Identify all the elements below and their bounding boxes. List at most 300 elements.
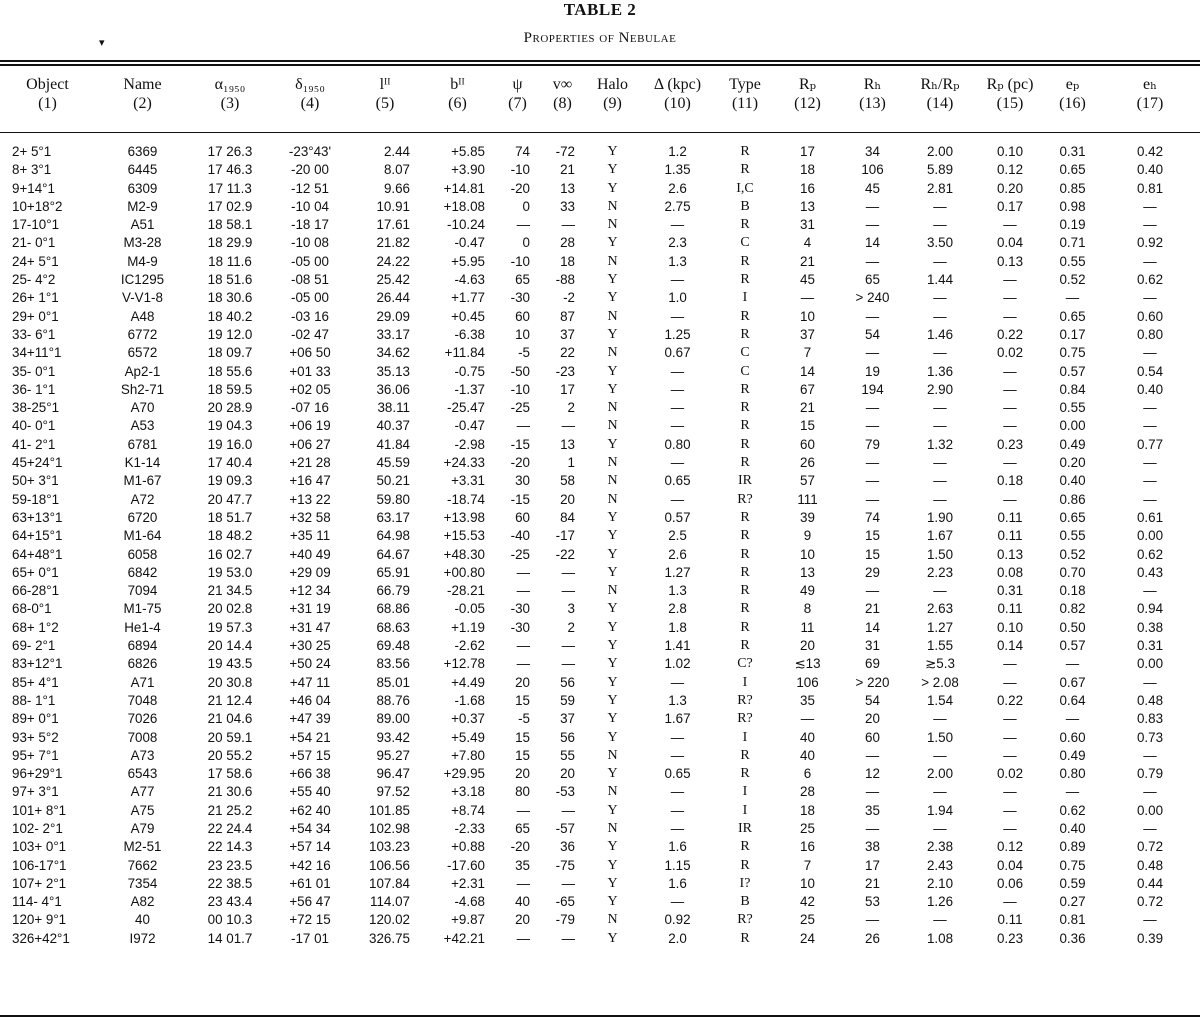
table-cell: 17-10°1	[12, 217, 60, 233]
table-cell: 0.14	[996, 638, 1024, 654]
table-cell: -10	[510, 381, 530, 397]
table-cell: 6572	[127, 345, 158, 361]
table-cell: -20	[510, 180, 530, 196]
table-cell: 16	[800, 180, 815, 196]
table-cell: 0.39	[1136, 930, 1164, 946]
table-cell: -10 04	[291, 198, 329, 214]
table-cell: R	[740, 583, 750, 599]
table-row	[0, 838, 1200, 856]
table-cell: 3	[567, 601, 575, 617]
table-cell: 2.3	[668, 235, 687, 251]
table-cell: —	[1003, 802, 1017, 818]
table-cell: 45+24°1	[12, 455, 63, 471]
table-cell: 1.55	[926, 638, 954, 654]
column-number: (12)	[794, 95, 821, 112]
table-row	[0, 765, 1200, 783]
table-cell: N	[607, 820, 618, 836]
table-cell: 0.22	[996, 692, 1024, 708]
table-cell: Y	[607, 272, 618, 288]
table-cell: Y	[607, 326, 618, 342]
table-cell: 19 04.3	[207, 418, 253, 434]
table-cell: 40	[800, 747, 815, 763]
table-cell: 1.3	[668, 692, 687, 708]
column-number: (2)	[133, 95, 152, 112]
table-cell: 21.82	[376, 235, 410, 251]
table-cell: —	[670, 400, 685, 416]
table-cell: 35- 0°1	[12, 363, 56, 379]
table-cell: 22	[560, 345, 575, 361]
table-cell: R	[740, 546, 750, 562]
table-row	[0, 399, 1200, 417]
column-label: Δ (kpc)	[653, 76, 702, 93]
table-cell: 0.13	[996, 546, 1024, 562]
table-cell: 68.86	[376, 601, 410, 617]
table-cell: 33.17	[376, 326, 410, 342]
table-cell: +13.98	[443, 509, 485, 525]
table-cell: Y	[607, 290, 618, 306]
table-cell: -72	[555, 144, 575, 159]
table-cell: 17 40.4	[207, 455, 253, 471]
table-cell: 1.3	[668, 253, 687, 269]
table-cell: 15	[865, 546, 880, 562]
table-cell: 2.00	[926, 144, 954, 159]
table-cell: 42	[800, 894, 815, 910]
table-cell: 0.62	[1059, 802, 1086, 818]
table-cell: 7094	[127, 583, 158, 599]
table-cell: 30	[515, 473, 530, 489]
table-cell: 10.91	[376, 198, 410, 214]
table-cell: 14	[865, 619, 880, 635]
column-header	[350, 75, 420, 121]
table-cell: 1.27	[926, 619, 954, 635]
table-cell: 7026	[127, 711, 158, 727]
column-number: (10)	[664, 95, 691, 112]
table-cell: 106.56	[369, 857, 410, 873]
table-cell: —	[1143, 290, 1157, 306]
table-cell: 0.98	[1059, 198, 1086, 214]
table-cell: Y	[607, 875, 618, 891]
table-cell: 37	[560, 711, 575, 727]
table-cell: 2.75	[664, 198, 691, 214]
table-cell: 0.04	[996, 857, 1024, 873]
table-cell: —	[670, 217, 685, 233]
table-cell: 0	[522, 198, 530, 214]
table-cell: —	[933, 253, 947, 269]
top-rule-double	[0, 64, 1200, 66]
table-cell: —	[1143, 820, 1157, 836]
table-cell: —	[1065, 656, 1080, 672]
table-cell: 0.00	[1136, 656, 1164, 672]
table-cell: —	[933, 912, 947, 928]
table-cell: 0.57	[1059, 363, 1086, 379]
table-row	[0, 417, 1200, 435]
table-cell: 2.44	[383, 144, 410, 159]
table-cell: 1.90	[926, 509, 954, 525]
table-cell: —	[933, 473, 947, 489]
table-cell: 17 46.3	[207, 162, 253, 178]
table-cell: R	[740, 509, 750, 525]
table-cell: 21 25.2	[207, 802, 253, 818]
table-cell: 0.11	[997, 509, 1023, 525]
table-cell: 1	[567, 455, 575, 471]
table-cell: —	[800, 290, 815, 306]
table-cell: 2.81	[926, 180, 954, 196]
table-cell: 96+29°1	[12, 766, 63, 782]
column-label: Type	[729, 76, 761, 93]
column-header	[585, 75, 640, 121]
table-cell: —	[1003, 217, 1017, 233]
table-cell: 38-25°1	[12, 400, 60, 416]
table-cell: 0.57	[1059, 638, 1086, 654]
table-row	[0, 436, 1200, 454]
table-cell: 9+14°1	[12, 180, 55, 196]
table-cell: —	[1003, 729, 1017, 745]
column-number: (9)	[603, 95, 622, 112]
table-cell: Y	[607, 162, 618, 178]
table-cell: 20	[515, 674, 530, 690]
table-cell: 58	[560, 473, 575, 489]
table-cell: +42.21	[443, 930, 485, 946]
table-cell: 15	[515, 692, 530, 708]
table-cell: 10+18°2	[12, 198, 63, 214]
table-cell: 2+ 5°1	[12, 144, 52, 159]
table-cell: 0.40	[1059, 473, 1086, 489]
table-cell: 0.70	[1059, 564, 1086, 580]
table-cell: A73	[130, 747, 155, 763]
table-cell: +29.95	[443, 766, 485, 782]
table-cell: R?	[737, 491, 753, 507]
table-cell: 15	[800, 418, 815, 434]
column-header	[1100, 75, 1200, 121]
table-cell: A48	[130, 308, 155, 324]
table-cell: > 220	[855, 674, 890, 690]
table-cell: —	[800, 711, 815, 727]
table-cell: 102.98	[369, 820, 410, 836]
table-cell: 103+ 0°1	[12, 839, 67, 855]
table-cell: 89.00	[376, 711, 410, 727]
table-cell: —	[933, 290, 947, 306]
table-cell: 36- 1°1	[12, 381, 56, 397]
table-cell: 23 23.5	[207, 857, 253, 873]
table-cell: —	[1143, 455, 1157, 471]
table-cell: —	[670, 491, 685, 507]
table-cell: A79	[130, 820, 155, 836]
table-row	[0, 509, 1200, 527]
table-cell: 20 30.8	[207, 674, 253, 690]
table-cell: 1.32	[926, 436, 954, 452]
table-cell: —	[1003, 418, 1017, 434]
table-cell: 1.35	[664, 162, 691, 178]
table-cell: —	[516, 583, 530, 599]
table-cell: 40.37	[376, 418, 410, 434]
table-cell: 0.23	[996, 436, 1024, 452]
table-cell: 0.94	[1136, 601, 1164, 617]
table-cell: —	[933, 711, 947, 727]
table-cell: 9.66	[383, 180, 410, 196]
table-row	[0, 802, 1200, 820]
column-header	[775, 75, 840, 121]
table-cell: —	[1003, 711, 1017, 727]
table-cell: R	[740, 381, 750, 397]
table-cell: 18	[800, 802, 815, 818]
table-cell: B	[740, 198, 750, 214]
table-row	[0, 893, 1200, 911]
table-cell: 1.6	[668, 875, 687, 891]
table-cell: -17.60	[447, 857, 485, 873]
table-cell: —	[1003, 272, 1017, 288]
table-cell: Ap2-1	[124, 363, 161, 379]
table-cell: R	[740, 766, 750, 782]
table-cell: 0.40	[1059, 820, 1086, 836]
table-cell: 16 02.7	[207, 546, 253, 562]
table-cell: +00.80	[443, 564, 485, 580]
table-cell: C	[740, 363, 750, 379]
table-cell: —	[561, 875, 575, 891]
table-cell: R	[740, 418, 750, 434]
table-cell: -2	[563, 290, 575, 306]
table-cell: 40- 0°1	[12, 418, 56, 434]
table-cell: —	[1003, 491, 1017, 507]
table-cell: 39	[800, 509, 815, 525]
table-cell: 13	[800, 198, 815, 214]
table-cell: +47 39	[289, 711, 331, 727]
table-cell: 18	[800, 162, 815, 178]
table-cell: N	[607, 217, 618, 233]
table-cell: 35	[800, 692, 815, 708]
table-cell: 2.00	[926, 766, 954, 782]
table-cell: —	[670, 363, 685, 379]
table-cell: 2.6	[668, 180, 687, 196]
table-cell: Y	[607, 930, 618, 946]
table-cell: Y	[607, 235, 618, 251]
table-cell: 60	[865, 729, 880, 745]
table-cell: 10	[800, 308, 815, 324]
table-cell: 0.17	[996, 198, 1024, 214]
table-cell: 0.40	[1136, 162, 1164, 178]
table-cell: 65+ 0°1	[12, 564, 59, 580]
table-cell: —	[670, 729, 685, 745]
table-cell: 0.72	[1136, 894, 1164, 910]
table-cell: 1.36	[926, 363, 954, 379]
table-cell: 7008	[127, 729, 158, 745]
table-cell: +66 38	[289, 766, 331, 782]
table-title: TABLE 2	[563, 0, 637, 19]
table-cell: Y	[607, 601, 618, 617]
table-cell: Y	[607, 180, 618, 196]
table-cell: —	[1143, 345, 1157, 361]
table-cell: +3.18	[451, 784, 485, 800]
table-cell: 1.27	[664, 564, 691, 580]
table-cell: —	[561, 656, 575, 672]
column-number: (1)	[38, 95, 57, 112]
column-header	[715, 75, 775, 121]
table-cell: +55 40	[289, 784, 331, 800]
table-cell: 95.27	[376, 747, 410, 763]
table-cell: +15.53	[443, 528, 485, 544]
table-cell: 120+ 9°1	[12, 912, 67, 928]
table-cell: +42 16	[289, 857, 331, 873]
column-label: eₕ	[1142, 76, 1158, 93]
table-row	[0, 308, 1200, 326]
table-cell: N	[607, 583, 618, 599]
table-cell: 1.67	[664, 711, 691, 727]
table-cell: 20 02.8	[207, 601, 253, 617]
table-row	[0, 363, 1200, 381]
table-cell: —	[1003, 747, 1017, 763]
table-cell: 18 29.9	[207, 235, 253, 251]
table-cell: 0.43	[1136, 564, 1164, 580]
table-cell: 0.48	[1136, 857, 1164, 873]
column-label: bᴵᴵ	[450, 76, 465, 93]
table-cell: 65	[865, 272, 880, 288]
table-row	[0, 637, 1200, 655]
table-cell: 69.48	[376, 638, 410, 654]
table-cell: 19 43.5	[207, 656, 253, 672]
column-label: v∞	[552, 76, 573, 93]
table-cell: I972	[129, 930, 156, 946]
table-cell: 0.49	[1059, 436, 1086, 452]
column-header	[840, 75, 905, 121]
table-cell: 14	[800, 363, 815, 379]
table-cell: —	[1143, 253, 1157, 269]
table-cell: 326+42°1	[12, 930, 70, 946]
table-cell: N	[607, 912, 618, 928]
table-cell: 66.79	[376, 583, 410, 599]
table-cell: 0.55	[1059, 400, 1086, 416]
table-cell: —	[670, 784, 685, 800]
table-cell: 101+ 8°1	[12, 802, 67, 818]
table-cell: 65	[515, 272, 530, 288]
table-cell: 0.12	[996, 162, 1024, 178]
table-cell: 0.31	[1059, 144, 1086, 159]
table-row	[0, 692, 1200, 710]
table-cell: Y	[607, 839, 618, 855]
table-cell: —	[516, 656, 530, 672]
table-cell: R	[740, 839, 750, 855]
table-cell: -88	[555, 272, 575, 288]
table-cell: —	[1003, 674, 1017, 690]
table-cell: 97+ 3°1	[12, 784, 59, 800]
table-cell: 1.3	[668, 583, 687, 599]
table-cell: ≳5.3	[925, 656, 955, 672]
column-number: (14)	[926, 95, 954, 112]
table-cell: —	[561, 930, 575, 946]
table-cell: +50 24	[289, 656, 331, 672]
table-cell: N	[607, 308, 618, 324]
table-cell: -2.33	[454, 820, 485, 836]
table-cell: 24	[800, 930, 815, 946]
column-number: (11)	[731, 95, 759, 112]
table-cell: 35	[865, 802, 880, 818]
table-cell: 21	[800, 253, 815, 269]
table-cell: 0.20	[1059, 455, 1086, 471]
table-cell: —	[1143, 583, 1157, 599]
table-cell: 24+ 5°1	[12, 253, 59, 269]
table-cell: 13	[800, 564, 815, 580]
table-cell: Y	[607, 528, 618, 544]
table-cell: 34.62	[376, 345, 410, 361]
table-cell: 0.22	[996, 326, 1024, 342]
table-cell: 20	[560, 491, 575, 507]
table-cell: 00 10.3	[207, 912, 253, 928]
table-cell: —	[933, 747, 947, 763]
table-cell: +4.49	[451, 674, 485, 690]
table-cell: 36	[560, 839, 575, 855]
table-cell: +21 28	[289, 455, 331, 471]
column-number: (16)	[1059, 95, 1086, 112]
table-cell: 40	[135, 912, 150, 928]
table-cell: +54 21	[289, 729, 331, 745]
column-label: ψ	[512, 76, 523, 93]
table-cell: R	[740, 217, 750, 233]
table-cell: 326.75	[369, 930, 410, 946]
table-cell: 0.12	[996, 839, 1024, 855]
table-cell: 20 14.4	[207, 638, 253, 654]
table-cell: 64+15°1	[12, 528, 63, 544]
column-label: Name	[123, 76, 162, 93]
table-cell: N	[607, 784, 618, 800]
table-cell: 0.59	[1059, 875, 1086, 891]
table-cell: -4.68	[454, 894, 485, 910]
table-cell: —	[1003, 400, 1017, 416]
table-cell: —	[670, 418, 685, 434]
table-cell: 0.50	[1059, 619, 1086, 635]
table-cell: A75	[130, 802, 155, 818]
table-cell: 66-28°1	[12, 583, 60, 599]
table-cell: 20	[800, 638, 815, 654]
table-cell: -6.38	[454, 326, 485, 342]
table-cell: 74	[865, 509, 880, 525]
table-cell: —	[1065, 711, 1080, 727]
table-cell: —	[1143, 912, 1157, 928]
table-cell: N	[607, 418, 618, 434]
table-cell: 26	[865, 930, 880, 946]
table-cell: 1.54	[926, 692, 954, 708]
table-cell: —	[670, 674, 685, 690]
table-cell: 0.92	[664, 912, 691, 928]
table-cell: 0.77	[1136, 436, 1164, 452]
table-cell: 0.38	[1136, 619, 1164, 635]
table-cell: +06 19	[289, 418, 331, 434]
table-cell: B	[740, 894, 750, 910]
table-row	[0, 600, 1200, 618]
table-cell: 60	[515, 308, 530, 324]
column-number: (3)	[220, 95, 240, 112]
table-cell: 0.71	[1059, 235, 1086, 251]
table-cell: 0.65	[1059, 509, 1086, 525]
table-cell: 0.83	[1136, 711, 1164, 727]
table-cell: 13	[560, 436, 575, 452]
table-cell: -4.63	[454, 272, 485, 288]
table-cell: —	[865, 217, 880, 233]
table-cell: 83.56	[376, 656, 410, 672]
table-cell: +32 58	[289, 509, 331, 525]
table-cell: —	[933, 820, 947, 836]
table-cell: 2.5	[668, 528, 687, 544]
table-cell: Y	[607, 436, 618, 452]
table-cell: +5.49	[451, 729, 485, 745]
table-cell: 0.80	[1059, 766, 1086, 782]
table-cell: 106-17°1	[12, 857, 67, 873]
table-cell: 88.76	[376, 692, 410, 708]
table-cell: 0.27	[1059, 894, 1086, 910]
table-cell: -65	[555, 894, 575, 910]
table-cell: 67	[800, 381, 815, 397]
table-cell: 2.0	[668, 930, 687, 946]
table-cell: —	[670, 747, 685, 763]
table-cell: 0.02	[996, 345, 1024, 361]
table-cell: A70	[130, 400, 155, 416]
